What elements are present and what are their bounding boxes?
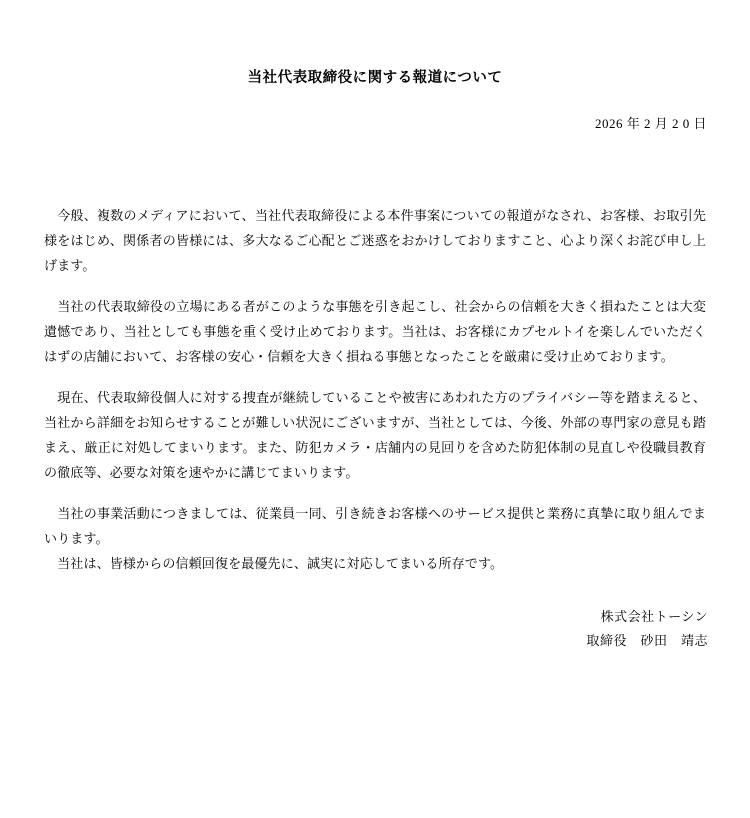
signature-block	[0, 605, 708, 653]
paragraph: 当社は、皆様からの信頼回復を最優先に、誠実に対応してまいる所存です。	[44, 555, 504, 571]
paragraph: 当社の事業活動につきましては、従業員一同、引き続きお客様へのサービス提供と業務に真摯に取り組んでまいります。	[44, 505, 706, 546]
paragraph: 現在、代表取締役個人に対する捜査が継続していることや被害にあわれた方のプライバシー等を踏まえると、当社から詳細をお知らせすることが難しい状況にございますが、当社としては、今後、外部の専門家の意見も踏まえ、厳正に対処してまいります。また、防犯カメラ・店舗内の見回りを含めた防犯体制の見直しや役職員教育の徹底等、必要な対策を速やかに講じてまいります。	[44, 390, 706, 480]
page-title: 当社代表取締役に関する報道について	[247, 70, 503, 86]
document-page	[0, 68, 750, 818]
paragraph: 当社の代表取締役の立場にある者がこのような事態を引き起こし、社会からの信頼を大きく損ねたことは大変遺憾であり、当社としても事態を重く受け止めております。当社は、お客様にカプセルトイを楽しんでいただくはずの店舗において、お客様の安心・信頼を大きく損ねる事態となったことを厳粛に受け止めております。	[44, 299, 706, 365]
signature-person: 取締役 砂田 靖志	[586, 632, 708, 648]
document-date: 2026 年 2 月 2 0 日	[594, 116, 707, 132]
signature-company: 株式会社トーシン	[600, 608, 708, 624]
document-body	[44, 204, 706, 576]
paragraph: 今般、複数のメディアにおいて、当社代表取締役による本件事案についての報道がなされ、お客様、お取引先様をはじめ、関係者の皆様には、多大なるご心配とご迷惑をおかけしておりますこと、心より深くお詫び申し上げます。	[44, 208, 706, 274]
